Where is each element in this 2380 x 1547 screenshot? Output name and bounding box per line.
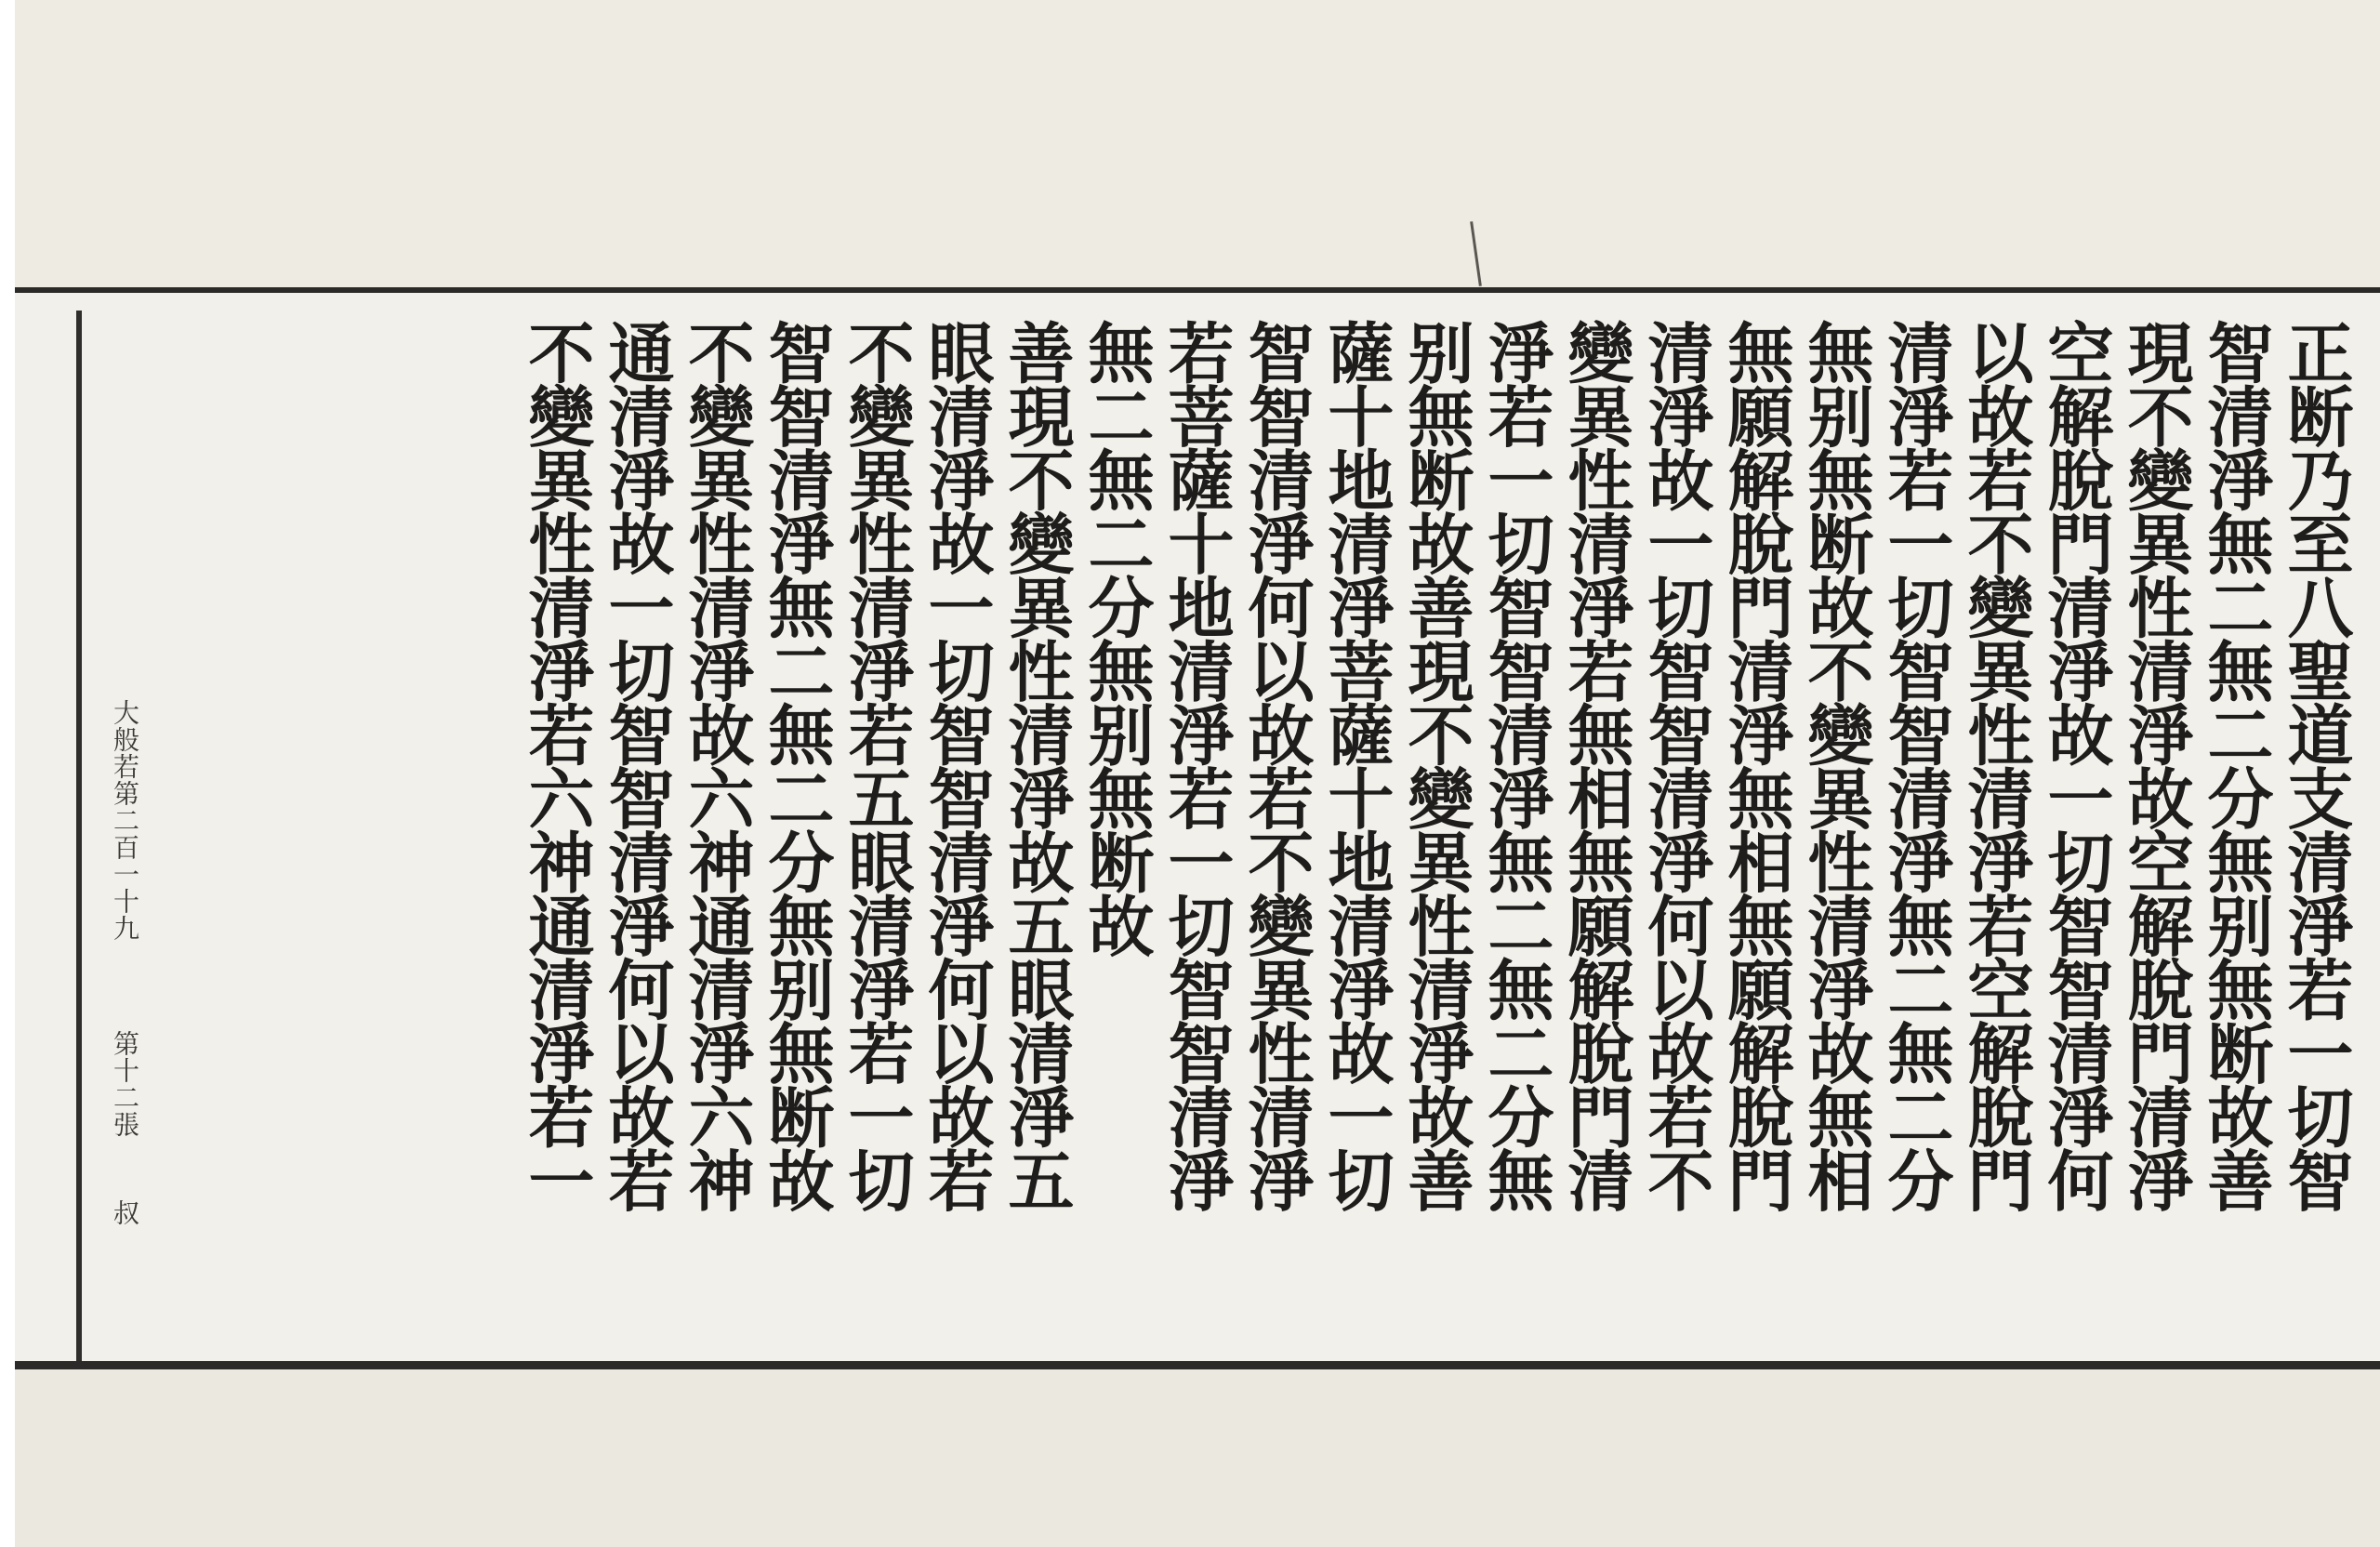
text-column-13: 薩十地清淨菩薩十地清淨故一切 [1317, 319, 1395, 1210]
text-column-9: 清淨故一切智智清淨何以故若不 [1637, 319, 1715, 1210]
text-column-17: 善現不變異性清淨故五眼清淨五 [998, 319, 1076, 1210]
text-column-11: 淨若一切智智清淨無二無二分無 [1477, 319, 1555, 1210]
paper-bottom-margin [15, 1369, 2380, 1547]
text-column-16: 無二無二分無别無断故 [1078, 319, 1156, 956]
text-column-2: 智清淨無二無二分無别無断故善 [2197, 319, 2275, 1210]
margin-title-note: 大般若第二百一十九 [110, 699, 140, 942]
text-column-3: 現不變異性清淨故空解脫門清淨 [2117, 319, 2195, 1210]
text-column-1: 正断乃至八聖道支清淨若一切智 [2277, 319, 2355, 1210]
text-column-7: 無别無断故不變異性清淨故無相 [1797, 319, 1875, 1210]
text-column-23: 不變異性清淨若六神通清淨若一 [518, 319, 596, 1210]
text-column-12: 别無断故善現不變異性清淨故善 [1397, 319, 1475, 1210]
text-column-14: 智智清淨何以故若不變異性清淨 [1237, 319, 1316, 1210]
text-column-5: 以故若不變異性清淨若空解脫門 [1957, 319, 2035, 1210]
margin-carver-mark: 叔 [110, 1199, 140, 1226]
text-column-20: 智智清淨無二無二分無别無断故 [758, 319, 836, 1210]
text-column-4: 空解脫門清淨故一切智智清淨何 [2037, 319, 2115, 1210]
left-border-rule [76, 311, 82, 1361]
text-column-18: 眼清淨故一切智智清淨何以故若 [918, 319, 996, 1210]
text-column-6: 清淨若一切智智清淨無二無二分 [1877, 319, 1955, 1210]
text-column-8: 無願解脫門清淨無相無願解脫門 [1717, 319, 1795, 1210]
text-column-19: 不變異性清淨若五眼清淨若一切 [838, 319, 916, 1210]
text-column-15: 若菩薩十地清淨若一切智智清淨 [1157, 319, 1236, 1210]
text-column-21: 不變異性清淨故六神通清淨六神 [678, 319, 756, 1210]
margin-page-number: 第十二張 [110, 1030, 140, 1138]
scripture-text-body [139, 319, 2356, 1351]
text-column-10: 變異性清淨若無相無願解脫門清 [1557, 319, 1635, 1210]
text-column-22: 通清淨故一切智智清淨何以故若 [598, 319, 676, 1210]
